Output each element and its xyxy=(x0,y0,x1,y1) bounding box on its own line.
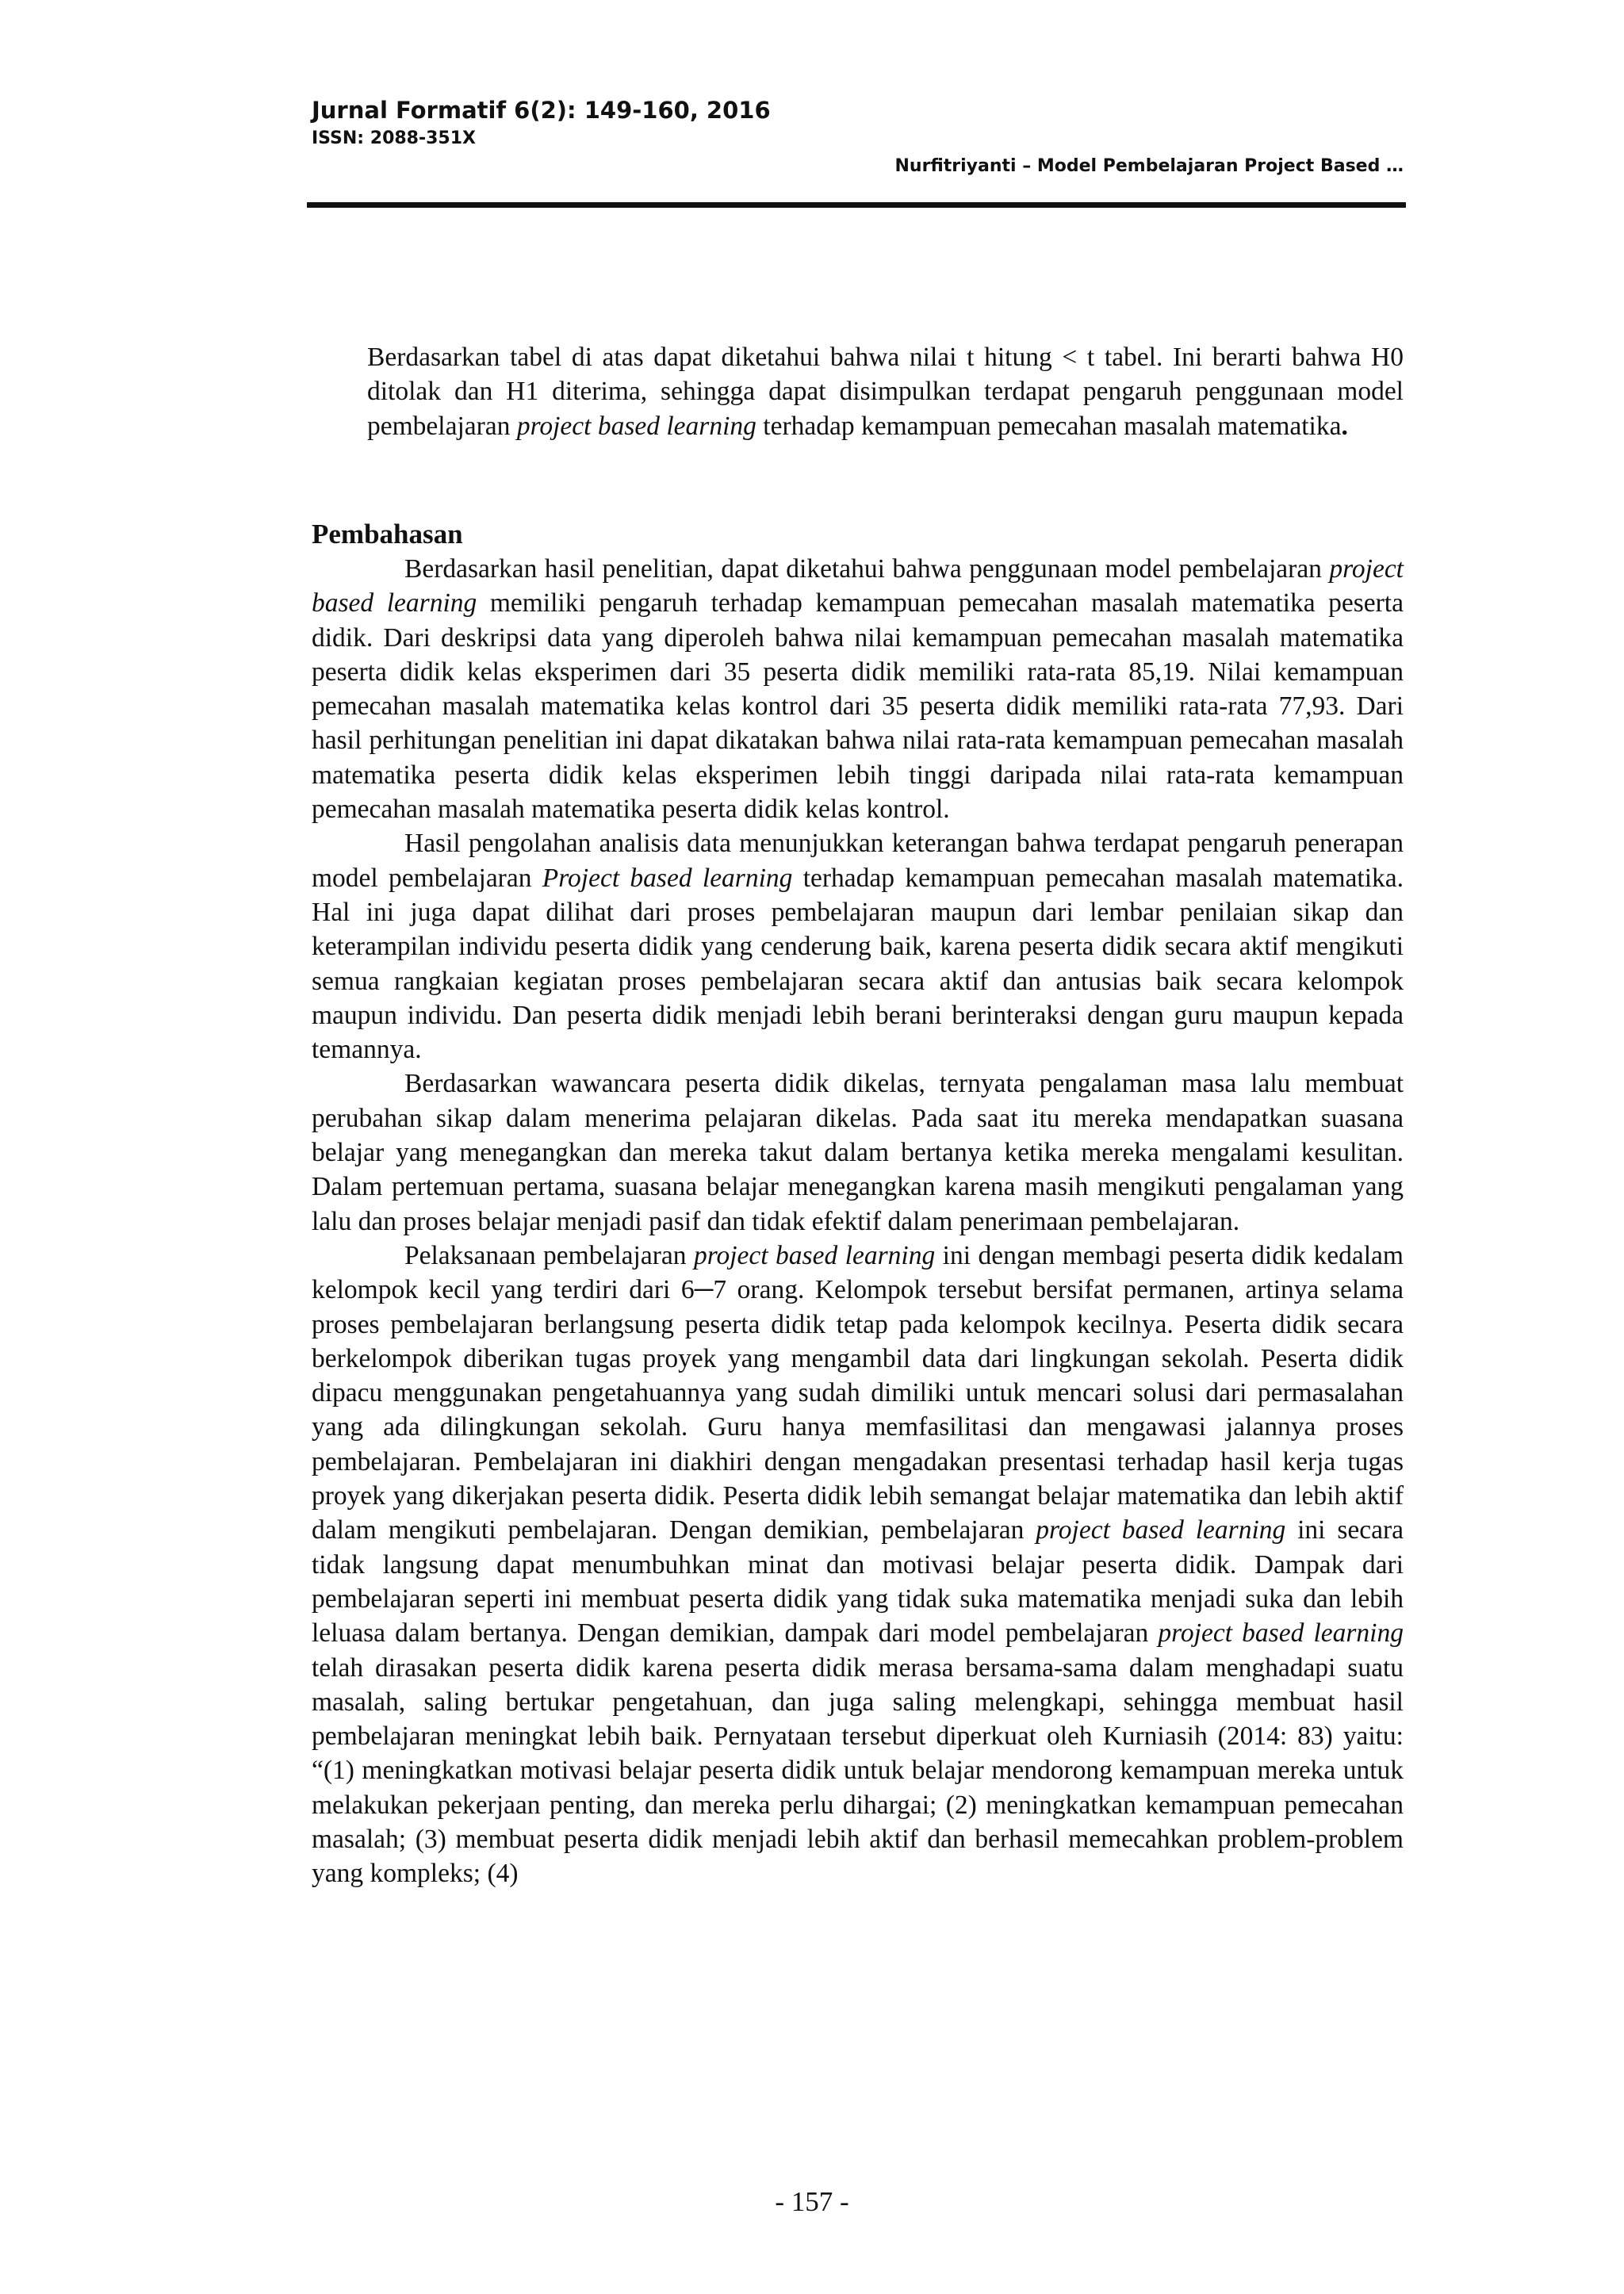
p1-text-1: Berdasarkan hasil penelitian, dapat diketahui bahwa penggunaan model pembelajaran xyxy=(404,554,1330,584)
intro-text-1: Berdasarkan tabel di atas dapat diketahui bahwa nilai t hitung < t tabel. Ini berarti bahwa H0 ditolak dan H1 diterima, sehingga dapat disimpulkan terdapat pengaruh penggunaan model pembelajaran xyxy=(367,343,1404,441)
discussion-body xyxy=(312,552,1404,1891)
journal-title: Jurnal Formatif 6(2): 149-160, 2016 xyxy=(312,97,771,124)
paragraph-4 xyxy=(312,1239,1404,1891)
p4-italic-term-3: project based learning xyxy=(1158,1618,1404,1649)
p4-text-3: ini secara tidak langsung dapat menumbuhkan minat dan motivasi belajar peserta didik. Dampak dari pembelajaran seperti ini membuat peserta didik yang tidak suka matematika menjadi suka dan lebih leluasa dalam bertanya. Dengan demikian, dampak dari model pembelajaran xyxy=(312,1515,1404,1649)
p4-text-1: Pelaksanaan pembelajaran xyxy=(404,1240,694,1270)
p1-text-2: memiliki pengaruh terhadap kemampuan pemecahan masalah matematika peserta didik. Dari deskripsi data yang diperoleh bahwa nilai kemampuan pemecahan masalah matematika peserta didik kelas eksperimen dari 35 peserta didik memiliki rata-rata 85,19. Nilai kemampuan pemecahan masalah matematika kelas kontrol dari 35 peserta didik memiliki rata-rata 77,93. Dari hasil perhitungan penelitian ini dapat dikatakan bahwa nilai rata-rata kemampuan pemecahan masalah matematika peserta didik kelas eksperimen lebih tinggi daripada nilai rata-rata kemampuan pemecahan masalah matematika peserta didik kelas kontrol. xyxy=(312,588,1404,825)
p2-text-2: terhadap kemampuan pemecahan masalah matematika. Hal ini juga dapat dilihat dari proses pembelajaran maupun dari lembar penilaian sikap dan keterampilan individu peserta didik yang cenderung baik, karena peserta didik secara aktif mengikuti semua rangkaian kegiatan proses pembelajaran secara aktif dan antusias baik secara kelompok maupun individu. Dan peserta didik menjadi lebih berani berinteraksi dengan guru maupun kepada temannya. xyxy=(312,863,1404,1065)
p4-text-4: telah dirasakan peserta didik karena peserta didik merasa bersama-sama dalam menghadapi suatu masalah, saling bertukar pengetahuan, dan juga saling melengkapi, sehingga membuat hasil pembelajaran meningkat lebih baik. Pernyataan tersebut diperkuat oleh Kurniasih (2014: 83) yaitu: “(1) meningkatkan motivasi belajar peserta didik untuk belajar mendorong kemampuan mereka untuk melakukan pekerjaan penting, dan mereka perlu dihargai; (2) meningkatkan kemampuan pemecahan masalah; (3) membuat peserta didik menjadi lebih aktif dan berhasil memecahkan problem-problem yang kompleks; (4) xyxy=(312,1653,1404,1889)
p1-italic-term: project based learning xyxy=(312,554,1404,618)
section-heading: Pembahasan xyxy=(312,519,463,550)
running-title: Nurfitriyanti – Model Pembelajaran Project Based … xyxy=(894,156,1404,176)
p3-text-1: Berdasarkan wawancara peserta didik dikelas, ternyata pengalaman masa lalu membuat perubahan sikap dalam menerima pelajaran dikelas. Pada saat itu mereka mendapatkan suasana belajar yang menegangkan dan mereka takut dalam bertanya ketika mereka mengalami kesulitan. Dalam pertemuan pertama, suasana belajar menegangkan karena masih mengikuti pengalaman yang lalu dan proses belajar menjadi pasif dan tidak efektif dalam penerimaan pembelajaran. xyxy=(312,1069,1404,1236)
intro-paragraph xyxy=(367,340,1404,443)
p4-text-2: ini dengan membagi peserta didik kedalam kelompok kecil yang terdiri dari 6─7 orang. Kelompok tersebut bersifat permanen, artinya selama proses pembelajaran berlangsung peserta didik tetap pada kelompok kecilnya. Peserta didik secara berkelompok diberikan tugas proyek yang mengambil data dari lingkungan sekolah. Peserta didik dipacu menggunakan pengetahuannya yang sudah dimiliki untuk mencari solusi dari permasalahan yang ada dilingkungan sekolah. Guru hanya memfasilitasi dan mengawasi jalannya proses pembelajaran. Pembelajaran ini diakhiri dengan mengadakan presentasi terhadap hasil kerja tugas proyek yang dikerjakan peserta didik. Peserta didik lebih semangat belajar matematika dan lebih aktif dalam mengikuti pembelajaran. Dengan demikian, pembelajaran xyxy=(312,1240,1404,1545)
p2-text-1: Hasil pengolahan analisis data menunjukkan keterangan bahwa terdapat pengaruh penerapan model pembelajaran xyxy=(312,829,1404,893)
intro-period: . xyxy=(1341,411,1348,441)
paragraph-2 xyxy=(312,826,1404,1067)
p2-italic-term: Project based learning xyxy=(542,863,793,893)
intro-italic-term: project based learning xyxy=(516,411,756,441)
page-number: - 157 - xyxy=(775,2186,849,2217)
header-divider xyxy=(307,202,1406,208)
paragraph-3 xyxy=(312,1067,1404,1238)
p4-italic-term-2: project based learning xyxy=(1036,1515,1286,1545)
paragraph-1 xyxy=(312,552,1404,826)
intro-text-2: terhadap kemampuan pemecahan masalah matematika xyxy=(756,411,1342,441)
p4-italic-term-1: project based learning xyxy=(693,1240,936,1270)
journal-issn: ISSN: 2088-351X xyxy=(312,128,477,148)
